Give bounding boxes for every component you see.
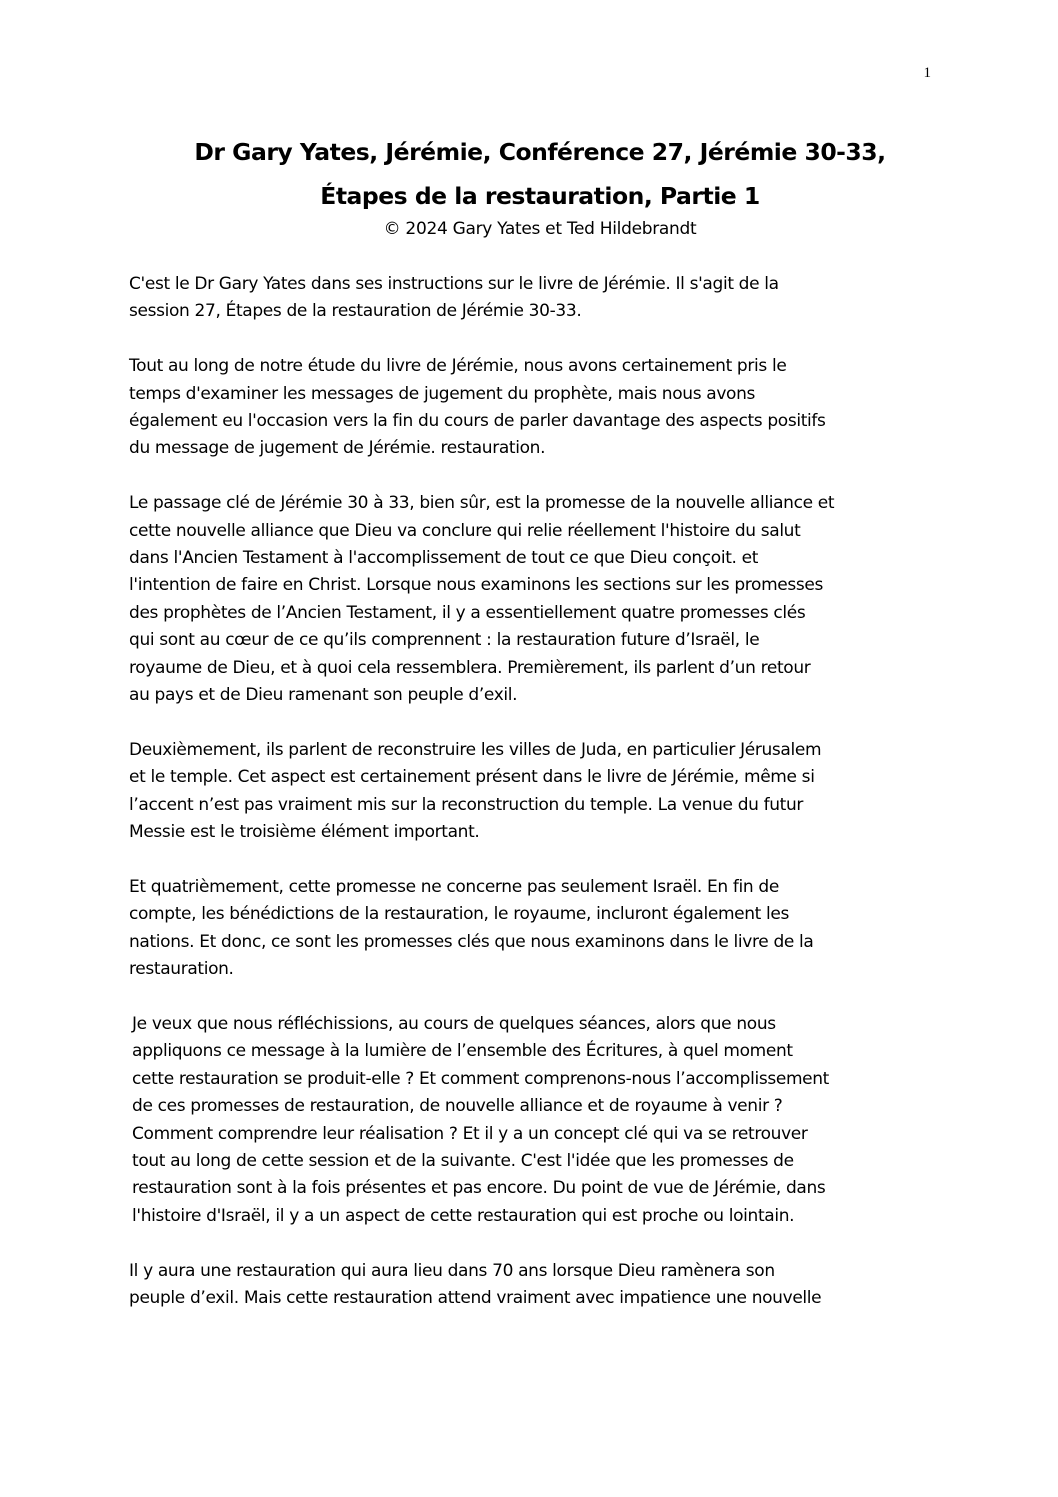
text-line: royaume de Dieu, et à quoi cela ressemblera. Premièrement, ils parlent d’un retour	[129, 657, 811, 678]
text-line: l’accent n’est pas vraiment mis sur la reconstruction du temple. La venue du futur	[129, 794, 804, 815]
text-line: peuple d’exil. Mais cette restauration attend vraiment avec impatience une nouvelle	[129, 1287, 822, 1308]
text-line: Je veux que nous réfléchissions, au cours de quelques séances, alors que nous	[132, 1013, 776, 1034]
text-line: Comment comprendre leur réalisation ? Et il y a un concept clé qui va se retrouver	[132, 1123, 808, 1144]
title-line: Étapes de la restauration, Partie 1	[320, 182, 760, 210]
text-line: l'intention de faire en Christ. Lorsque nous examinons les sections sur les promesses	[129, 575, 824, 596]
document-body	[129, 271, 989, 1340]
text-line: restauration sont à la fois présentes et pas encore. Du point de vue de Jérémie, dans	[132, 1178, 826, 1199]
text-line: session 27, Étapes de la restauration de Jérémie 30-33.	[129, 301, 582, 322]
paragraph	[132, 1011, 989, 1230]
paragraph	[129, 490, 989, 709]
text-line: et le temple. Cet aspect est certainement présent dans le livre de Jérémie, même si	[129, 767, 815, 788]
paragraph	[129, 271, 989, 326]
text-line: des prophètes de l’Ancien Testament, il y a essentiellement quatre promesses clés	[129, 602, 806, 623]
document-title	[100, 130, 980, 218]
text-line: appliquons ce message à la lumière de l’ensemble des Écritures, à quel moment	[132, 1041, 793, 1062]
paragraph	[129, 874, 989, 984]
text-line: également eu l'occasion vers la fin du cours de parler davantage des aspects positifs	[129, 411, 826, 432]
text-line: cette nouvelle alliance que Dieu va conclure qui relie réellement l'histoire du salut	[129, 520, 801, 541]
text-line: tout au long de cette session et de la suivante. C'est l'idée que les promesses de	[132, 1150, 794, 1171]
text-line: dans l'Ancien Testament à l'accomplissement de tout ce que Dieu conçoit. et	[129, 548, 759, 569]
text-line: Messie est le troisième élément important.	[129, 822, 480, 843]
paragraph	[129, 353, 989, 463]
text-line: Il y aura une restauration qui aura lieu dans 70 ans lorsque Dieu ramènera son	[129, 1260, 775, 1281]
text-line: du message de jugement de Jérémie. restauration.	[129, 438, 546, 459]
text-line: qui sont au cœur de ce qu’ils comprennent : la restauration future d’Israël, le	[129, 630, 760, 651]
paragraph	[129, 1258, 989, 1313]
text-line: C'est le Dr Gary Yates dans ses instructions sur le livre de Jérémie. Il s'agit de la	[129, 274, 779, 294]
text-line: temps d'examiner les messages de jugement du prophète, mais nous avons	[129, 383, 756, 404]
text-line: Et quatrièmement, cette promesse ne concerne pas seulement Israël. En fin de	[129, 876, 779, 897]
text-line: restauration.	[129, 959, 234, 980]
text-line: au pays et de Dieu ramenant son peuple d’exil.	[129, 685, 518, 706]
text-line: de ces promesses de restauration, de nouvelle alliance et de royaume à venir ?	[132, 1096, 783, 1117]
page-number: 1	[923, 65, 931, 81]
text-line: Le passage clé de Jérémie 30 à 33, bien sûr, est la promesse de la nouvelle alliance et	[129, 493, 835, 514]
text-line: Deuxièmement, ils parlent de reconstruire les villes de Juda, en particulier Jérusalem	[129, 739, 822, 760]
copyright-notice: © 2024 Gary Yates et Ted Hildebrandt	[383, 219, 697, 239]
text-line: l'histoire d'Israël, il y a un aspect de cette restauration qui est proche ou lointain.	[132, 1205, 795, 1226]
text-line: compte, les bénédictions de la restauration, le royaume, incluront également les	[129, 904, 790, 925]
text-line: cette restauration se produit-elle ? Et comment comprenons-nous l’accomplissement	[132, 1068, 829, 1089]
title-line: Dr Gary Yates, Jérémie, Conférence 27, Jérémie 30-33,	[194, 138, 886, 166]
paragraph	[129, 737, 989, 847]
text-line: nations. Et donc, ce sont les promesses clés que nous examinons dans le livre de la	[129, 931, 814, 952]
text-line: Tout au long de notre étude du livre de Jérémie, nous avons certainement pris le	[129, 356, 787, 377]
